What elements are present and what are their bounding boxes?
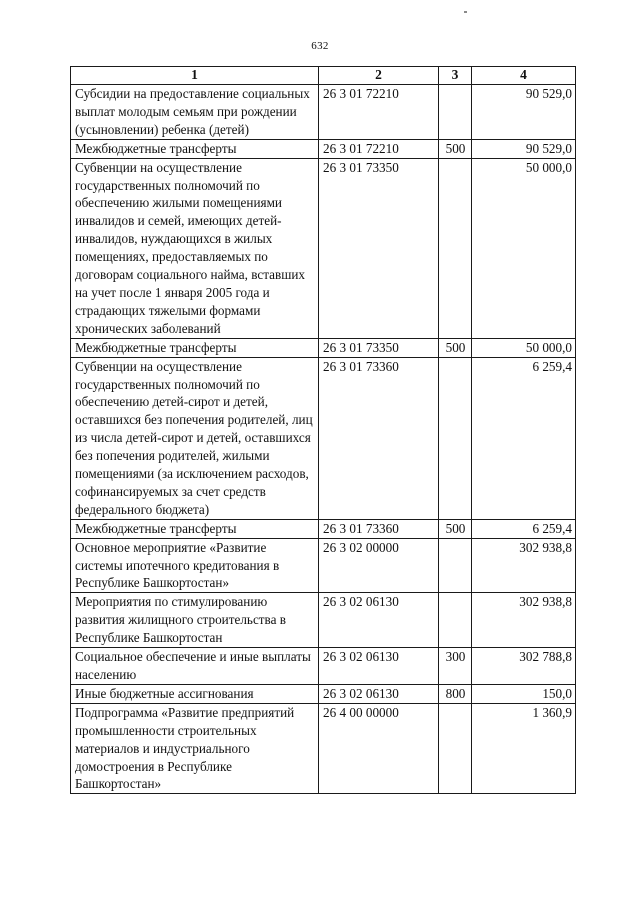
row-code: 26 3 01 72210	[319, 85, 439, 140]
table-row	[71, 139, 576, 158]
column-header-kind: 3	[439, 67, 472, 85]
row-amount: 302 788,8	[472, 648, 576, 685]
table-row	[71, 648, 576, 685]
table-row	[71, 684, 576, 703]
row-name: Социальное обеспечение и иные выплаты населению	[71, 648, 319, 685]
row-amount: 302 938,8	[472, 538, 576, 593]
row-code: 26 3 01 73350	[319, 158, 439, 338]
row-code: 26 3 01 73360	[319, 357, 439, 519]
row-code: 26 3 02 06130	[319, 593, 439, 648]
row-amount: 90 529,0	[472, 139, 576, 158]
row-kind: 300	[439, 648, 472, 685]
table-row	[71, 538, 576, 593]
scan-speck	[464, 11, 467, 13]
table-row	[71, 593, 576, 648]
row-kind	[439, 158, 472, 338]
row-name: Иные бюджетные ассигнования	[71, 684, 319, 703]
row-kind: 500	[439, 519, 472, 538]
table-row	[71, 158, 576, 338]
row-name: Подпрограмма «Развитие предприятий промышленности строительных материалов и индустриального домостроения в Республике Башкортостан»	[71, 703, 319, 794]
row-kind: 500	[439, 338, 472, 357]
table-row	[71, 357, 576, 519]
row-name: Субсидии на предоставление социальных выплат молодым семьям при рождении (усыновлении) ребенка (детей)	[71, 85, 319, 140]
column-header-name: 1	[71, 67, 319, 85]
row-amount: 90 529,0	[472, 85, 576, 140]
row-amount: 302 938,8	[472, 593, 576, 648]
row-code: 26 3 01 72210	[319, 139, 439, 158]
row-name: Основное мероприятие «Развитие системы ипотечного кредитования в Республике Башкортостан»	[71, 538, 319, 593]
row-kind	[439, 703, 472, 794]
table-row	[71, 338, 576, 357]
row-amount: 50 000,0	[472, 338, 576, 357]
table-row	[71, 519, 576, 538]
table-header-row	[71, 67, 576, 85]
row-amount: 1 360,9	[472, 703, 576, 794]
row-kind	[439, 538, 472, 593]
row-amount: 6 259,4	[472, 357, 576, 519]
table-row	[71, 85, 576, 140]
row-code: 26 3 01 73360	[319, 519, 439, 538]
row-code: 26 3 02 06130	[319, 648, 439, 685]
row-kind	[439, 593, 472, 648]
row-name: Субвенции на осуществление государственных полномочий по обеспечению жилыми помещениями инвалидов и семей, имеющих детей-инвалидов, нуждающихся в жилых помещениях, предоставляемых по договорам социального найма, вставших на учет после 1 января 2005 года и страдающих тяжелыми формами хронических заболеваний	[71, 158, 319, 338]
row-kind: 500	[439, 139, 472, 158]
page-number: 632	[311, 40, 329, 52]
row-code: 26 3 02 00000	[319, 538, 439, 593]
row-name: Межбюджетные трансферты	[71, 139, 319, 158]
budget-table	[70, 66, 576, 794]
table-row	[71, 703, 576, 794]
row-code: 26 3 02 06130	[319, 684, 439, 703]
row-amount: 150,0	[472, 684, 576, 703]
row-name: Межбюджетные трансферты	[71, 519, 319, 538]
row-kind: 800	[439, 684, 472, 703]
row-name: Субвенции на осуществление государственных полномочий по обеспечению детей-сирот и детей, оставшихся без попечения родителей, лиц из числа детей-сирот и детей, оставшихся без попечения родителей, жилыми помещениями (за исключением расходов, софинансируемых за счет средств федерального бюджета)	[71, 357, 319, 519]
row-code: 26 3 01 73350	[319, 338, 439, 357]
column-header-code: 2	[319, 67, 439, 85]
row-name: Межбюджетные трансферты	[71, 338, 319, 357]
row-name: Мероприятия по стимулированию развития жилищного строительства в Республике Башкортостан	[71, 593, 319, 648]
row-kind	[439, 85, 472, 140]
row-amount: 6 259,4	[472, 519, 576, 538]
row-code: 26 4 00 00000	[319, 703, 439, 794]
row-kind	[439, 357, 472, 519]
column-header-amount: 4	[472, 67, 576, 85]
row-amount: 50 000,0	[472, 158, 576, 338]
